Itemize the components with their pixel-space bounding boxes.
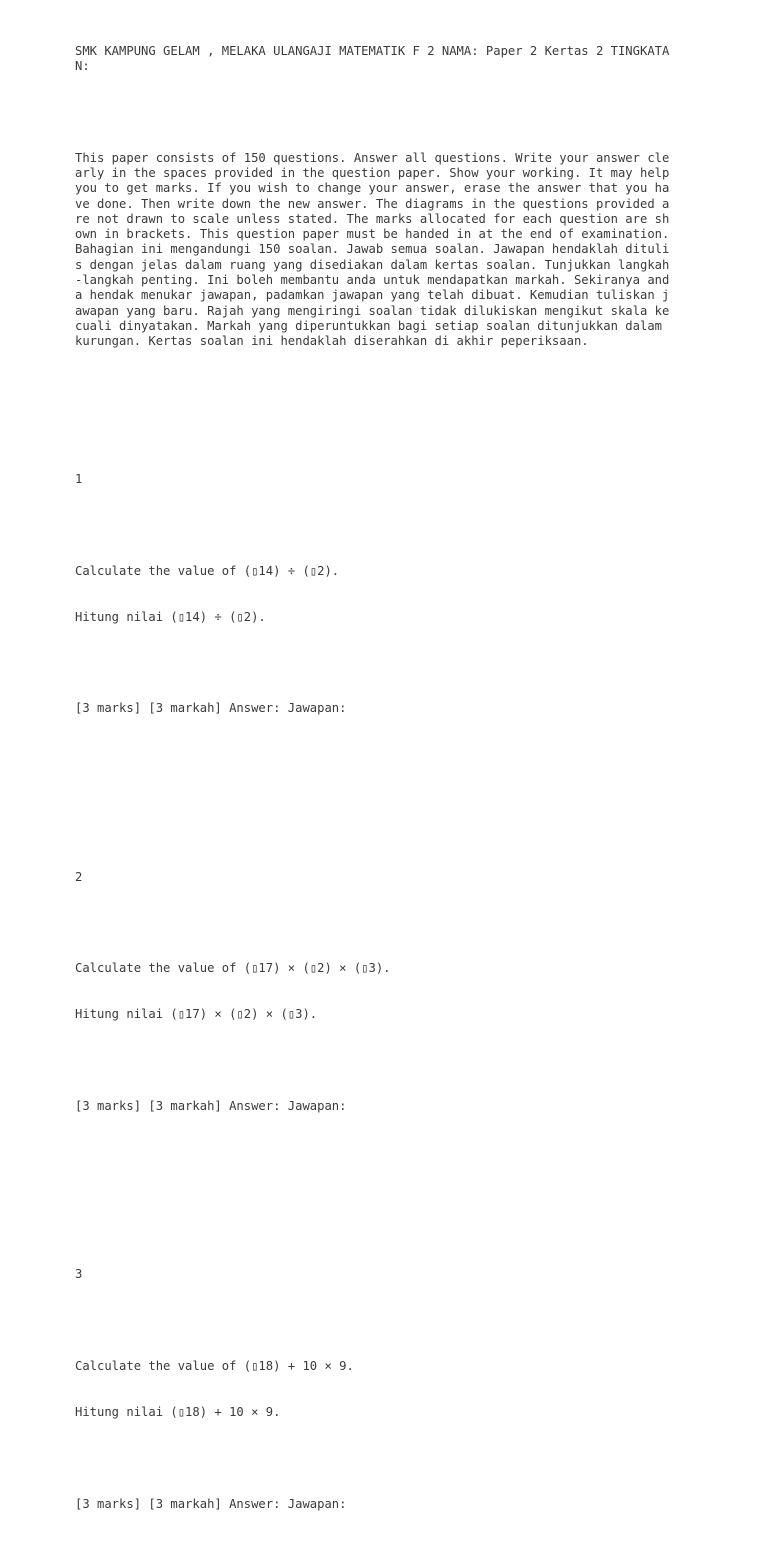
exam-document (75, 13, 675, 1558)
question-marks: [3 marks] [3 markah] Answer: Jawapan: (75, 1496, 347, 1511)
question-text-english: Calculate the value of (▯17) × (▯2) × (▯3). (75, 961, 391, 976)
exam-header: SMK KAMPUNG GELAM , MELAKA ULANGAJI MATEMATIK F 2 NAMA: Paper 2 Kertas 2 TINGKATAN: (75, 43, 670, 73)
question-text-malay: Hitung nilai (▯14) ÷ (▯2). (75, 609, 266, 624)
question-marks: [3 marks] [3 markah] Answer: Jawapan: (75, 1099, 347, 1114)
question-number: 3 (75, 1267, 83, 1282)
question-text-english: Calculate the value of (▯18) + 10 × 9. (75, 1359, 354, 1374)
question-number: 1 (75, 471, 83, 486)
question-text-english: Calculate the value of (▯14) ÷ (▯2). (75, 563, 340, 578)
exam-instructions: This paper consists of 150 questions. Answer all questions. Write your answer clearly in the spaces provided in the question paper. Show your working. It may help you to get marks. If you wish to change your answer, erase the answer that you have done. Then write down the new answer. The diagrams in the questions provided are not drawn to scale unless stated. The marks allocated for each question are shown in brackets. This question paper must be handed in at the end of examination. Bahagian ini mengandungi 150 soalan. Jawab semua soalan. Jawapan hendaklah ditulis dengan jelas dalam ruang yang disediakan dalam kertas soalan. Tunjukkan langkah-langkah penting. Ini boleh membantu anda untuk mendapatkan markah. Sekiranya anda hendak menukar jawapan, padamkan jawapan yang telah dibuat. Kemudian tuliskan jawapan yang baru. Rajah yang mengiringi soalan tidak dilukiskan mengikut skala kecuali dinyatakan. Markah yang diperuntukkan bagi setiap soalan ditunjukkan dalam kurungan. Kertas soalan ini hendaklah diserahkan di akhir peperiksaan. (75, 150, 677, 349)
question-1 (75, 441, 675, 793)
question-text-malay: Hitung nilai (▯17) × (▯2) × (▯3). (75, 1007, 318, 1022)
question-2 (75, 839, 675, 1191)
question-3 (75, 1237, 675, 1543)
question-number: 2 (75, 869, 83, 884)
question-text-malay: Hitung nilai (▯18) + 10 × 9. (75, 1405, 281, 1420)
question-marks: [3 marks] [3 markah] Answer: Jawapan: (75, 701, 347, 716)
